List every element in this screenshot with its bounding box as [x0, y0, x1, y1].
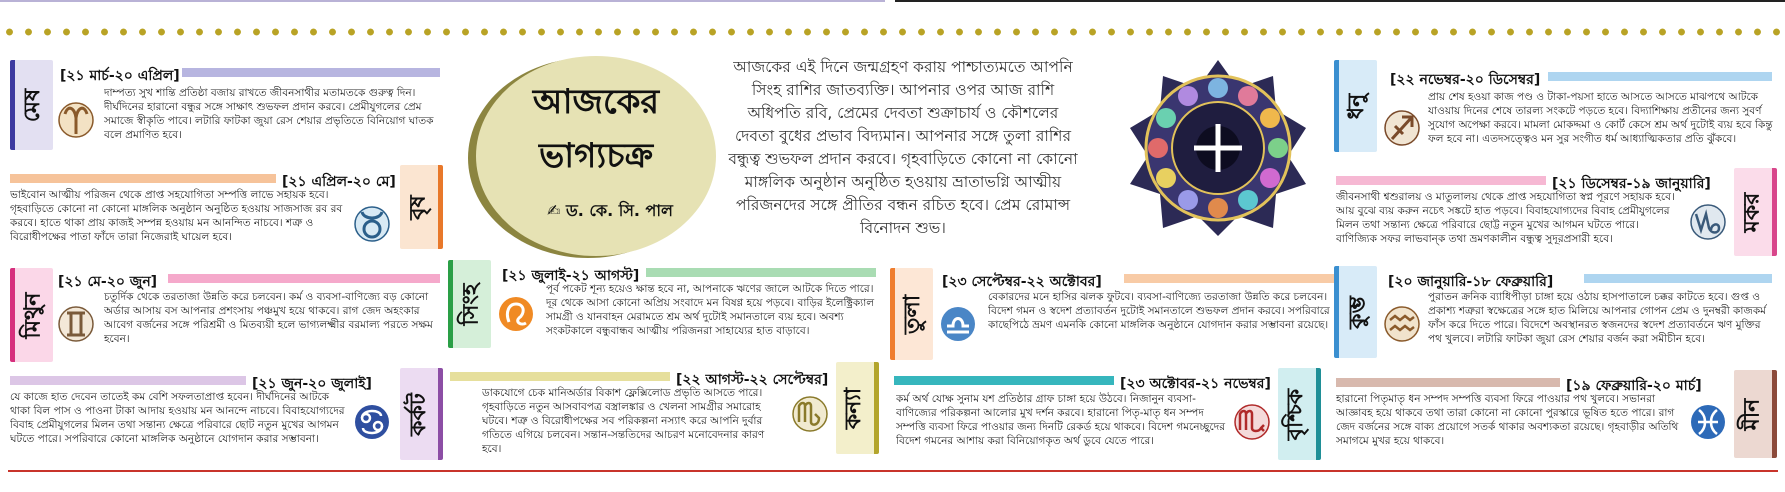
gemini-icon: [54, 300, 98, 348]
sign-tab-brischik: বৃশ্চিক: [1278, 368, 1321, 460]
forecast-mithun: চতুর্দিক থেকে তরতাজা উন্নতি করে চলবেন। কর্ম ও ব্যবসা-বাণিজ্যে বড় কোনো অর্ডার আসায় বস আপনার প্রশংসায় পঞ্চমুখ হয়ে থাকবে। রাগ জেদ অহংকার আবেগ বর্জনের সঙ্গে পরিশ্রমী ও মিতব্যয়ী হলে ভাগ্যলক্ষ্মীর বরমাল্য পরতে সক্ষম হবেন।: [104, 291, 433, 345]
date-range-mithun: [২১ মে-২০ জুন]: [58, 274, 158, 290]
sign-tab-meen: মীন: [1734, 370, 1777, 458]
forecast-tula: বেকারদের মনে হাসির ঝলক ফুটবে। ব্যবসা-বাণিজ্যে তরতাজা উন্নতি করে চলবেন। বিদেশ গমন ও স্বদেশ প্রত্যাবর্তন দুটোই সমানতালে শুভফল প্রদান করবে। সপরিবারে কাছেপিঠে ভ্রমণ এমনকি কোনো মাঙ্গলিক অনুষ্ঠানে যোগদান করার সম্ভাবনা রয়েছে।: [988, 291, 1330, 331]
dotted-border: [0, 26, 1785, 38]
date-range-meen: [১৯ ফেব্রুয়ারি-২০ মার্চ]: [1566, 378, 1702, 394]
date-range-singha: [২১ জুলাই-২১ আগস্ট]: [502, 268, 640, 284]
date-range-karkat: [২১ জুন-২০ জুলাই]: [252, 376, 372, 392]
sign-tab-dhanu: ধনু: [1334, 60, 1377, 152]
forecast-karkat: যে কাজে হাত দেবেন তাতেই কম বেশি সফলতাপ্রাপ্ত হবেন। দীর্ঘদিনের আটকে থাকা বিল পাস ও পাওনা টাকা আদায় হওয়ায় মন আনন্দে নাচবে। বিবাহযোগ্যদের বিবাহ প্রেমীযুগলের মিলন তথা সন্তান্য ক্ষেত্রে পরিবারে ছোট নতুন মুখের আগমন ঘটতে পারে। সপরিবারে কোনো মাঙ্গলিক অনুষ্ঠানে যোগদান করার সম্ভাবনা।: [10, 391, 345, 445]
leo-icon: [494, 290, 538, 338]
date-range-kumbha: [২০ জানুয়ারি-১৮ ফেব্রুয়ারি]: [1388, 274, 1554, 290]
forecast-makar: জীবনসাথী শ্বশুরালয় ও মাতুলালয় থেকে প্রাপ্ত সহযোগিতা স্বপ্ন পূরণে সহায়ক হবে। আয় বুঝে ব্যয় করুন নচেৎ সঙ্কটে হাত পড়বে। বিবাহযোগ্যদের বিবাহ প্রেমীযুগলের মিলন তথা সন্তান্য ক্ষেত্রে পরিবারে ছোট্ট নতুন মুখের আগমন ঘটতে পারে। বাণিজ্যিক সফর লাভবান্‌ক তথা ভ্রমণকালীন বন্ধুত্ব সুদূরপ্রসারী হবে।: [1336, 191, 1675, 245]
pisces-icon: [1686, 398, 1730, 446]
forecast-dhanu: প্রায় শেষ হওয়া কাজ পণ্ড ও টাকা-পয়সা হাতে আসতে আসতে মাঝপথে আটকে যাওয়ায় দিনের শেষে তারল্য সংকটে পড়তে হবে। বিদ্যাশিক্ষায় প্রতীনের জন্য সুবর্ণ সুযোগ অপেক্ষা করবে। মামলা মোকদ্দমা ও কোর্ট কেসে শ্রম অর্থ দুটোই ব্যয় হবে কিন্তু ফল হবে না। এতদসত্ত্বেও মন সুর সংগীত ধর্ম আধ্যাত্মিকতার প্রতি ঝুঁকবে।: [1428, 91, 1773, 145]
accent-bar-singha: [646, 268, 876, 277]
accent-bar-dhanu: [1548, 72, 1772, 81]
forecast-meen: হারানো পিতৃমাতৃ ধন সম্পদ সম্পত্তি ব্যবসা ফিরে পাওয়ার পথ খুলবে। সভানরা আজ্ঞাবহ হয়ে থাকবে তথা তারা কোনো না কোনো পুরস্কারে ভূষিত হতে পারে। রাগ জেদ বর্জনের সঙ্গে বাক্য প্রয়োগে সতর্ক থাকার অবশ্যকতা রয়েছে। গৃহবাড়ীর অতিথি সমাগমে মুখর হয়ে থাকবে।: [1336, 393, 1679, 447]
forecast-mesh: দাম্পত্য সুখ শান্তি প্রতিষ্ঠা বজায় রাখতে জীবনসাথীর মতামতকে গুরুত্ব দিন। দীর্ঘদিনের হারানো বন্ধুর সঙ্গে সাক্ষাৎ শুভফল প্রদান করবে। প্রেমীযুগলের প্রেম সমাজে স্বীকৃতি পাবে। লটারি ফাটকা জুয়া রেস শেয়ার প্রভৃতিতে বিনিয়োগ ঘাতক বলে প্রমাণিত হবে।: [104, 87, 434, 141]
sign-tab-tula: তুলা: [890, 268, 933, 360]
scorpio-icon: [1230, 398, 1274, 446]
accent-bar-mesh: [182, 68, 440, 77]
sign-tab-kumbha: কুম্ভ: [1334, 266, 1377, 358]
sign-tab-singha: সিংহ: [448, 260, 491, 348]
date-range-makar: [২১ ডিসেম্বর-১৯ জানুয়ারি]: [1552, 176, 1711, 192]
sign-tab-kanya: কন্যা: [836, 362, 879, 454]
forecast-kumbha: পুরাতন ক্রনিক ব্যাধিপীড়া চাঙ্গা হয়ে ওঠায় হাসপাতালে চক্কর কাটতে হবে। গুপ্ত ও প্রকাশ্য শত্রুরা স্বক্ষেত্রের সঙ্গে হাত মিলিয়ে আপনার গোপন প্রেম ও দুনম্বরী কাজকর্ম ফাঁস করে দিতে পারে। বিদেশে অবস্থানরত স্বজনদের স্বদেশ প্রত্যাবর্তনে ঋণ মুক্তির পথ খুলবে। লটারি ফাটকা জুয়া রেস শেয়ার বর্জন করা সমীচীন হবে।: [1428, 291, 1767, 345]
forecast-singha: পূর্ব পকেট শূন্য হয়েও ক্ষান্ত হবে না, আপনাকে ঋণের জালে আটকে দিতে পারে। দূর থেকে আসা কোনো অপ্রিয় সংবাদে মন বিষণ্ণ হয়ে পড়বে। বাড়ির ইলেক্ট্রিক্যাল সামগ্রী ও যানবাহন মেরামতে শ্রম অর্থ দুটোই সমানতালে ব্যয় হবে। অবশ্য সংকটকালে বন্ধুবান্ধব আত্মীয় পরিজনরা সাহায্যের হাত বাড়াবে।: [546, 283, 875, 337]
forecast-kanya: ডাকযোগে চেক মানিঅর্ডার বিকাশ ফ্লেক্সিলোড প্রভৃতি আসতে পারে। গৃহবাড়িতে নতুন আসবাবপত্র বস্ত্রালঙ্কার ও খেলনা সামগ্রীর সমারোহ ঘটবে। শত্রু ও বিরোধীপক্ষের সব পরিকল্পনা নস্যাৎ করে আপনি দুর্বার গতিতে এগিয়ে চলবেন। সন্তান-সন্ততিদের আচরণ মনোবেদনার কারণ হবে।: [482, 387, 765, 455]
accent-bar-karkat: [10, 376, 246, 385]
libra-icon: [936, 300, 980, 348]
accent-bar-makar: [1336, 176, 1546, 185]
accent-bar-kumbha: [1584, 274, 1772, 283]
accent-bar-meen: [1336, 378, 1560, 387]
taurus-icon: [350, 200, 394, 248]
accent-bar-mithun: [168, 274, 440, 283]
accent-bar-brisha: [10, 174, 276, 183]
aquarius-icon: [1380, 300, 1424, 348]
cancer-icon: [350, 398, 394, 446]
date-range-tula: [২৩ সেপ্টেম্বর-২২ অক্টোবর]: [942, 274, 1102, 290]
top-rule-right: [895, 0, 1785, 2]
page-title-line1: আজকের: [532, 82, 660, 122]
forecast-brischik: কর্ম অর্থ যোক্ষ সুনাম যশ প্রতিষ্ঠার গ্রাফ চাঙ্গা হয়ে উঠবে। নিজানুন ব্যবসা-বাণিজ্যের পরিকল্পনা আলোর মুখ দর্শন করবে। হারানো পিতৃ-মাতৃ ধন সম্পদ সম্পত্তি ব্যবসা ফিরে পাওয়ার জন্য দিনটি রেকর্ড হয়ে থাকবে। বিদেশ গমনেচ্ছুদের বিদেশ গমনের আশায় করা বিনিয়োগকৃত অর্থ ডুবে যেতে পারে।: [896, 393, 1225, 447]
sign-tab-brisha: বৃষ: [400, 165, 443, 249]
date-range-mesh: [২১ মার্চ-২০ এপ্রিল]: [60, 68, 180, 84]
sign-tab-mithun: মিথুন: [10, 268, 53, 362]
aries-icon: [54, 96, 98, 144]
forecast-brisha: ভাইবোন আত্মীয় পরিজন থেকে প্রাপ্ত সহযোগিতা সম্পত্তি লাভে সহায়ক হবে। গৃহবাড়িতে কোনো না কোনো মাঙ্গলিক অনুষ্ঠান অনুষ্ঠিত হওয়ায় সাজসাজ রব রব করবে। হাতে থাকা প্রায় কাজই সম্পন্ন হওয়ায় মন আনন্দিত নাচবে। শত্রু ও বিরোধীপক্ষের পাতা ফাঁদে তারা নিজেরাই ঘায়েল হবে।: [10, 189, 343, 243]
date-range-brisha: [২১ এপ্রিল-২০ মে]: [282, 174, 396, 190]
intro-paragraph: আজকের এই দিনে জন্মগ্রহণ করায় পাশ্চাত্যমতে আপনি সিংহ রাশির জাতব্যক্তি। আপনার ওপর আজ রাশি অধিপতি রবি, প্রেমের দেবতা শুক্রাচার্য ও কৌশলের দেবতা বুধের প্রভাব বিদ্যমান। আপনার সঙ্গে তুলা রাশির বন্ধুত্ব শুভফল প্রদান করবে। গৃহবাড়িতে কোনো না কোনো মাঙ্গলিক অনুষ্ঠান অনুষ্ঠিত হওয়ায় ভ্রাতাভগ্নি আত্মীয় পরিজনদের সঙ্গে প্রীতির বন্ধন রচিত হবে। প্রেম রোমান্স বিনোদন শুভ।: [728, 58, 1078, 237]
date-range-dhanu: [২২ নভেম্বর-২০ ডিসেম্বর]: [1390, 72, 1541, 88]
bottom-rule: [8, 470, 1778, 472]
accent-bar-brischik: [894, 376, 1114, 385]
virgo-icon: [788, 390, 832, 438]
date-range-brischik: [২৩ অক্টোবর-২১ নভেম্বর]: [1120, 376, 1271, 392]
sign-tab-mesh: মেষ: [10, 60, 53, 150]
sagittarius-icon: [1380, 104, 1424, 152]
capricorn-icon: [1686, 198, 1730, 246]
author-byline: ✍ ড. কে. সি. পাল: [547, 201, 673, 220]
page-title-line2: ভাগ্যচক্র: [538, 136, 654, 176]
sign-tab-makar: মকর: [1734, 168, 1777, 256]
accent-bar-tula: [1124, 274, 1340, 283]
accent-bar-kanya: [450, 372, 670, 381]
zodiac-wheel-icon: [1128, 58, 1308, 238]
date-range-kanya: [২২ আগস্ট-২২ সেপ্টেম্বর]: [676, 372, 829, 388]
sign-tab-karkat: কর্কট: [400, 368, 443, 460]
top-rule-left: [0, 0, 885, 2]
